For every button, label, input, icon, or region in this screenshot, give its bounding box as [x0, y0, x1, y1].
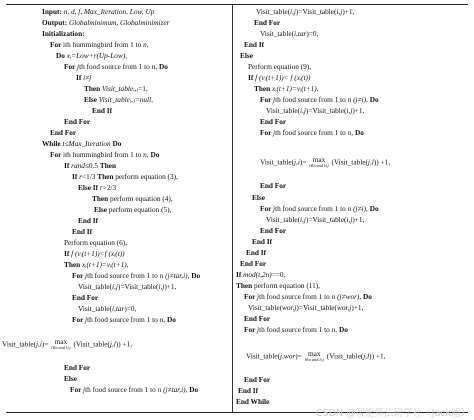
code-text: th food source from 1 to — [87, 315, 160, 324]
max-subscript: l∈n and l≠j — [51, 345, 71, 350]
code-text: th food source from 1 to — [259, 292, 332, 301]
code-text: , — [163, 315, 167, 324]
code-text: (Visit_table( — [71, 339, 110, 349]
keyword: For — [72, 315, 86, 324]
code-text: =Low+r(Up-Low) — [71, 51, 126, 60]
code-text: i,j — [346, 215, 353, 224]
algorithm-line — [240, 259, 266, 268]
code-text: j — [77, 62, 80, 71]
algorithm-line — [64, 374, 77, 383]
code-text: ≤0.5 — [84, 161, 100, 170]
code-text: xᵢ(t+1)=vᵢ(t+1), — [82, 260, 129, 269]
code-text: f (vᵢ(t+1))< f (xᵢ(t)) — [255, 73, 311, 82]
code-text: Visit_table — [98, 95, 130, 104]
column-divider — [232, 5, 233, 412]
algorithm-line — [266, 106, 364, 115]
code-text: perform equation (5), — [106, 205, 172, 214]
code-text: n (j≠tar,i) — [159, 271, 188, 280]
algorithm-line — [236, 281, 320, 290]
algorithm-line — [64, 260, 129, 269]
algorithm-line — [64, 363, 90, 372]
code-text: , — [351, 128, 355, 137]
keyword: Do — [189, 385, 199, 394]
keyword: End If — [244, 40, 265, 49]
code-text: Perform equation (6), — [64, 238, 128, 247]
algorithm-line — [70, 385, 198, 394]
code-text: )+1, — [351, 303, 364, 312]
keyword: Output: — [42, 18, 69, 27]
code-text: j — [257, 292, 260, 301]
code-text: i,j — [300, 215, 306, 224]
algorithm-line — [246, 248, 266, 257]
code-text: )+1, — [352, 215, 365, 224]
code-text: th food source from 1 to — [87, 271, 160, 280]
keyword: End If — [238, 386, 259, 395]
algorithm-line — [64, 62, 168, 71]
algorithm-line — [240, 51, 253, 60]
keyword: Do — [150, 150, 160, 159]
keyword: Then — [236, 281, 253, 290]
code-text: r — [79, 172, 82, 181]
keyword: If — [76, 73, 84, 82]
code-text: t≤Max_Iteration — [62, 139, 111, 148]
algorithm-line — [50, 150, 159, 159]
keyword: If — [236, 270, 244, 279]
code-text: Visit_table( — [2, 339, 37, 349]
algorithm-line — [248, 303, 363, 312]
keyword: Then — [254, 84, 273, 93]
algorithm-line — [260, 29, 318, 38]
keyword: Initialization: — [42, 29, 85, 38]
code-text: Visit_table( — [256, 7, 291, 16]
code-text: n (j≠i) — [347, 204, 367, 213]
code-text: perform equation (3), — [113, 172, 178, 181]
code-text: , — [187, 271, 192, 280]
code-text: rand — [71, 161, 85, 170]
keyword: While — [42, 139, 63, 148]
max-subscript: l∈n and l≠j — [304, 357, 324, 362]
algorithm-line — [78, 183, 116, 192]
algorithm-line — [72, 172, 178, 181]
code-text: th food source from 1 to — [85, 385, 158, 394]
code-text: Visit_table( — [266, 215, 301, 224]
algorithm-line — [260, 226, 286, 235]
keyword: Do — [338, 325, 348, 334]
code-text: i,j — [290, 7, 296, 16]
keyword: End If — [72, 227, 93, 236]
code-text: j — [83, 385, 86, 394]
code-text: )=Visit_table( — [305, 106, 347, 115]
keyword: Do — [166, 315, 176, 324]
code-text: j,l — [109, 339, 116, 349]
algorithm-line — [252, 237, 272, 246]
algorithm-line — [94, 205, 171, 214]
code-text: j — [273, 95, 276, 104]
max-subscript: l∈n and l≠j — [309, 163, 329, 168]
code-text: n, d, f, Max_Iteration, Low, Up — [63, 7, 155, 16]
code-text: )=Visit_table( — [305, 215, 347, 224]
code-text: i,j — [336, 7, 343, 16]
code-text: , — [366, 204, 370, 213]
code-text: Globalminimum, Globalminimizer — [68, 18, 170, 27]
keyword: End For — [254, 18, 281, 27]
keyword: End If — [78, 216, 99, 225]
code-text: perform equation (11), — [252, 281, 321, 290]
algorithm-line — [64, 117, 90, 126]
code-text: x — [66, 51, 70, 60]
keyword: Do — [354, 128, 364, 137]
algorithm-line — [236, 397, 269, 406]
algorithm-line — [42, 7, 154, 16]
keyword: If — [72, 172, 80, 181]
code-text: , — [125, 51, 128, 60]
code-text: )+1, — [352, 106, 365, 115]
algorithm-line — [84, 84, 148, 93]
algorithm-line — [84, 95, 153, 104]
keyword: Else — [64, 374, 77, 383]
code-text: n — [143, 40, 147, 49]
code-text: , — [359, 292, 364, 301]
code-text: j — [273, 128, 276, 137]
code-text: ᵢ,ⱼ — [133, 84, 139, 93]
code-text: Visit_table( — [266, 106, 301, 115]
algorithm-line — [72, 227, 92, 236]
code-text: )+1, — [342, 7, 355, 16]
code-text: , — [335, 325, 339, 334]
code-text: )= — [295, 351, 304, 361]
code-text: )) +1, — [373, 157, 391, 167]
algorithm-line — [72, 271, 200, 280]
code-text: i,j — [300, 106, 306, 115]
keyword: For — [260, 128, 274, 137]
algorithm-line — [252, 193, 265, 202]
keyword: If — [64, 161, 72, 170]
code-text: (Visit_table( — [324, 351, 364, 361]
code-text: th food source from 1 to — [79, 62, 152, 71]
keyword: End For — [244, 314, 271, 323]
algorithm-line — [260, 157, 390, 169]
keyword: If — [248, 73, 256, 82]
keyword: For — [70, 385, 84, 394]
keyword: Else — [252, 193, 265, 202]
keyword: Do — [110, 139, 122, 148]
code-text: Perform equation (9), — [248, 62, 312, 71]
code-text: wor,j — [282, 303, 297, 312]
keyword: For — [244, 325, 258, 334]
code-text: )) +1, — [369, 351, 386, 361]
keyword: End If — [252, 237, 273, 246]
code-text: j,i — [294, 157, 300, 167]
algorithm-line — [42, 18, 170, 27]
code-text: )=Visit_table( — [296, 303, 337, 312]
code-text: i,tar — [294, 29, 307, 38]
code-text: n — [347, 128, 352, 137]
code-text: )) +1, — [115, 339, 133, 349]
max-operator — [51, 339, 70, 351]
code-text: )=0, — [124, 304, 137, 313]
algorithm-line — [260, 117, 286, 126]
algorithm-line — [244, 40, 264, 49]
algorithm-line — [64, 238, 127, 247]
code-text: =1, — [138, 84, 148, 93]
code-text: )=Visit_table( — [295, 7, 337, 16]
code-text: Visit_table( — [78, 304, 113, 313]
algorithm-line — [260, 128, 364, 137]
algorithm-line — [248, 62, 311, 71]
algorithm-line — [266, 215, 364, 224]
max-operator — [305, 351, 324, 363]
keyword: Do — [369, 204, 379, 213]
keyword: Then — [92, 194, 109, 203]
code-text: j — [85, 271, 88, 280]
code-text: mod(t,2n) — [243, 270, 272, 279]
keyword: For — [260, 95, 274, 104]
keyword: If — [64, 249, 72, 258]
algorithm-line — [42, 139, 121, 148]
algorithm-line — [256, 7, 354, 16]
code-text: n — [143, 150, 147, 159]
code-text: i — [63, 40, 66, 49]
code-text: , — [185, 385, 190, 394]
code-text: i,tar — [112, 304, 125, 313]
code-text: i — [63, 150, 66, 159]
algorithm-line — [244, 325, 348, 334]
algorithm-line — [254, 84, 319, 93]
code-text: )= — [299, 157, 309, 167]
code-text: <1/3 — [81, 172, 98, 181]
keyword: End For — [50, 128, 77, 137]
algorithm-line — [78, 282, 176, 291]
code-text: th food source from 1 to — [275, 204, 348, 213]
keyword: For — [72, 271, 86, 280]
algorithm-line — [78, 304, 136, 313]
code-text: >2/3 — [102, 183, 117, 192]
keyword: End While — [236, 397, 270, 406]
algorithm-line — [238, 386, 258, 395]
max-operator — [309, 157, 328, 169]
keyword: Else If — [78, 183, 100, 192]
keyword: For — [50, 150, 64, 159]
code-text: , — [155, 62, 159, 71]
code-text: n — [151, 62, 156, 71]
keyword: For — [64, 62, 78, 71]
algorithm-line — [246, 351, 385, 363]
algorithm-line — [50, 40, 149, 49]
algorithm-line — [64, 249, 125, 258]
code-text: th hummingbird from 1 to — [65, 150, 144, 159]
algorithm-line — [260, 204, 379, 213]
code-text: n (j≠tar,i) — [157, 385, 186, 394]
keyword: End For — [260, 181, 287, 190]
code-text: ==0, — [271, 270, 286, 279]
algorithm-line — [244, 292, 372, 301]
code-text: n (j≠i) — [347, 95, 367, 104]
keyword: Else — [240, 51, 253, 60]
code-text: Visit_table — [102, 84, 134, 93]
code-text: n — [331, 325, 336, 334]
keyword: Then — [84, 84, 103, 93]
code-text: th food source from 1 to — [275, 128, 348, 137]
code-text: n (j≠wor) — [331, 292, 360, 301]
code-text: xᵢ(t+1)=vᵢ(t+1), — [272, 84, 319, 93]
code-text: Visit_table( — [248, 303, 283, 312]
code-text: ᵢ — [70, 51, 72, 60]
code-text: j,l — [363, 351, 370, 361]
keyword: End For — [260, 117, 287, 126]
algorithm-line — [260, 95, 379, 104]
code-text: )=0, — [306, 29, 319, 38]
code-text: Visit_table( — [260, 157, 295, 167]
keyword: Do — [56, 51, 67, 60]
algorithm-line — [2, 339, 132, 351]
algorithm-line — [76, 73, 91, 82]
algorithm-line — [244, 375, 270, 384]
csdn-watermark: CSDN @智能算法研学社（Jack旭） — [316, 408, 470, 419]
keyword: Then — [97, 172, 114, 181]
code-text: j — [85, 315, 88, 324]
algorithm-line — [72, 315, 176, 324]
keyword: Do — [191, 271, 201, 280]
algorithm-line — [50, 128, 76, 137]
code-text: i,j — [112, 282, 118, 291]
code-text: (Visit_table( — [329, 157, 368, 167]
keyword: End If — [246, 248, 267, 257]
algorithm-line — [254, 18, 280, 27]
code-text: Visit_table( — [78, 282, 113, 291]
keyword: For — [244, 292, 258, 301]
code-text: wor,j — [336, 303, 352, 312]
keyword: Do — [363, 292, 372, 301]
code-text: Visit_table( — [260, 29, 295, 38]
algorithm-line — [92, 194, 173, 203]
code-text: j,i — [36, 339, 42, 349]
code-text: Visit_table( — [246, 351, 281, 361]
keyword: End For — [64, 117, 91, 126]
top-rule — [6, 4, 468, 5]
code-text: , — [366, 95, 370, 104]
keyword: Then — [99, 161, 117, 170]
algorithm-line — [260, 181, 286, 190]
keyword: For — [260, 204, 274, 213]
code-text: i,j — [158, 282, 165, 291]
code-text: th hummingbird from 1 to — [65, 40, 144, 49]
keyword: Else — [84, 95, 99, 104]
keyword: Input: — [42, 7, 64, 16]
algorithm-line — [244, 314, 270, 323]
code-text: th food source from 1 to — [259, 325, 332, 334]
code-text: perform equation (4), — [108, 194, 173, 203]
code-text: , — [146, 40, 149, 49]
code-text: th food source from 1 to — [275, 95, 348, 104]
code-text: j,l — [367, 157, 374, 167]
algorithm-line — [92, 106, 112, 115]
keyword: For — [50, 40, 64, 49]
code-text: j,wor — [280, 351, 296, 361]
code-text: )= — [41, 339, 51, 349]
keyword: End For — [64, 363, 91, 372]
code-text: j — [273, 204, 276, 213]
code-text: f (vᵢ(t+1))<f (xᵢ(t)) — [71, 249, 125, 258]
code-text: j — [257, 325, 260, 334]
max-op-label: max — [54, 337, 68, 346]
keyword: Do — [158, 62, 168, 71]
algorithm-line — [56, 51, 127, 60]
keyword: Do — [369, 95, 379, 104]
algorithm-line — [248, 73, 310, 82]
code-text: ᵢ,ⱼ — [129, 95, 135, 104]
keyword: End For — [72, 293, 99, 302]
code-text: )+1, — [164, 282, 177, 291]
keyword: End For — [244, 375, 271, 384]
algorithm-line — [78, 216, 98, 225]
code-text: )=Visit_table( — [117, 282, 159, 291]
code-text: n — [159, 315, 164, 324]
code-text: i,j — [346, 106, 353, 115]
max-op-label: max — [308, 349, 321, 358]
algorithm-line — [72, 293, 98, 302]
code-text: , — [146, 150, 151, 159]
keyword: End For — [240, 259, 267, 268]
max-op-label: max — [312, 155, 326, 164]
code-text: i≠j — [83, 73, 92, 82]
algorithm-line — [42, 29, 85, 38]
keyword: End If — [92, 106, 113, 115]
algorithm-line — [236, 270, 285, 279]
algorithm-line — [64, 161, 116, 170]
code-text: r — [99, 183, 103, 192]
code-text: =null, — [134, 95, 153, 104]
keyword: Else — [94, 205, 107, 214]
keyword: Then — [64, 260, 83, 269]
keyword: End For — [260, 226, 287, 235]
